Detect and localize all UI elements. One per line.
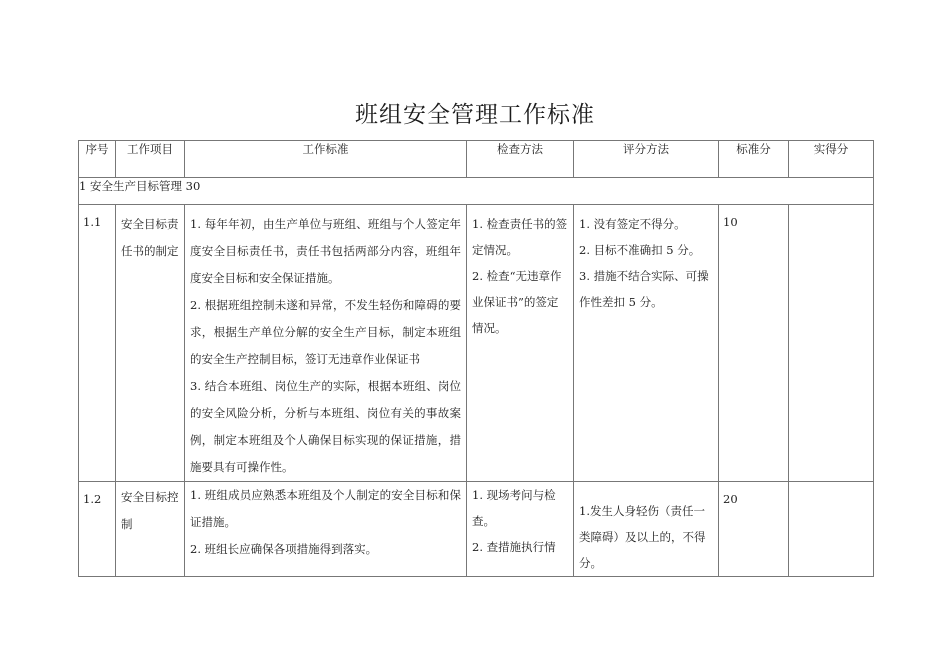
table-row [79,205,874,482]
header-actual-score: 实得分 [789,141,874,178]
standard-score-cell [719,482,789,577]
actual-score [789,205,873,212]
evaluation-text: 2. 目标不准确扣 5 分。 [579,243,701,257]
row-number: 1.1 [83,215,102,229]
work-item-cell [116,205,185,482]
row-number: 1.2 [83,492,102,506]
standard-score: 10 [723,215,738,229]
header-std-score: 标准分 [719,141,789,178]
standard-text: 1. 班组成员应熟悉本班组及个人制定的安全目标和保证措施。 [190,488,461,529]
standard-cell [185,482,467,577]
evaluation-text: 1.发生人身轻伤（责任一类障碍）及以上的，不得分。 [579,504,706,570]
standard-text: 3. 结合本班组、岗位生产的实际，根据本班组、岗位的安全风险分析，分析与本班组、岗位有关的事故案例，制定本班组及个人确保目标实现的保证措施，措施要具有可操作性。 [190,379,461,474]
actual-score [789,482,873,489]
standard-score: 20 [723,492,738,506]
table-header-row [79,141,874,178]
check-method-text: 1. 检查责任书的签定情况。 [472,217,568,257]
standard-text: 2. 班组长应确保各项措施得到落实。 [190,542,378,556]
evaluation-method-cell [574,482,719,577]
check-method-text: 1. 现场考问与检查。 [472,488,556,528]
evaluation-text: 1. 没有签定不得分。 [579,217,686,231]
standard-cell [185,205,467,482]
section-row [79,178,874,205]
evaluation-method-cell [574,205,719,482]
standard-score-cell [719,205,789,482]
check-method-cell [467,482,574,577]
check-method-text: 2. 查措施执行情 [472,540,556,554]
check-method-cell [467,205,574,482]
page-title: 班组安全管理工作标准 [355,102,595,128]
header-evaluate: 评分方法 [574,141,719,178]
check-method-text: 2. 检查“无违章作业保证书”的签定情况。 [472,269,562,335]
standard-text: 2. 根据班组控制未遂和异常，不发生轻伤和障碍的要求，根据生产单位分解的安全生产目标，制定本班组的安全生产控制目标，签订无违章作业保证书 [190,298,461,366]
work-item: 安全目标控制 [121,490,179,531]
work-item: 安全目标责任书的制定 [121,217,179,258]
row-number-cell [79,205,116,482]
work-item-cell [116,482,185,577]
header-item: 工作项目 [116,141,185,178]
table-row [79,482,874,577]
header-check: 检查方法 [467,141,574,178]
actual-score-cell [789,482,874,577]
row-number-cell [79,482,116,577]
header-no: 序号 [79,141,116,178]
section-title: 1 安全生产目标管理 30 [79,178,874,205]
standard-text: 1. 每年年初，由生产单位与班组、班组与个人签定年度安全目标责任书，责任书包括两部分内容，班组年度安全目标和安全保证措施。 [190,217,461,285]
header-standard: 工作标准 [185,141,467,178]
evaluation-text: 3. 措施不结合实际、可操作性差扣 5 分。 [579,269,709,309]
actual-score-cell [789,205,874,482]
standards-table [78,140,874,577]
